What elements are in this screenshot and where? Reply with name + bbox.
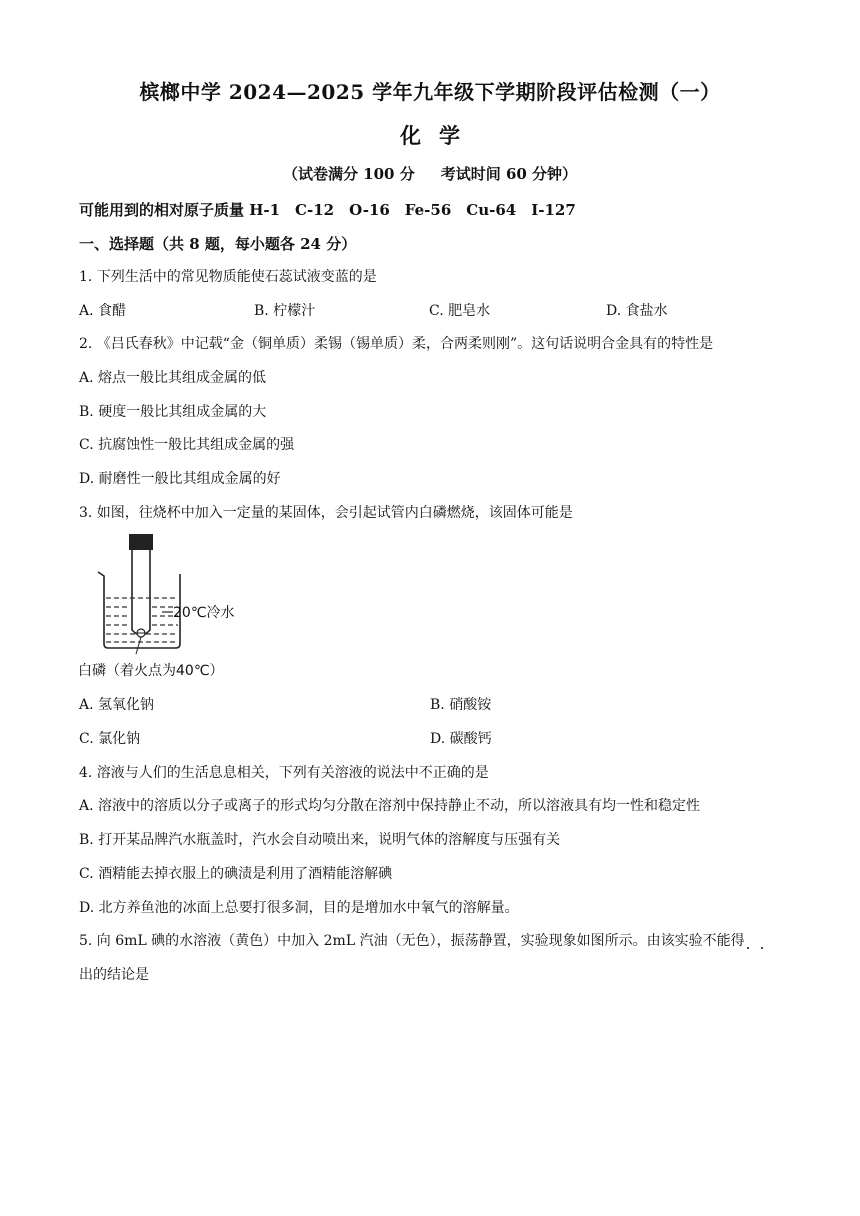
test-tube-stopper [129, 534, 153, 550]
exam-time: 考试时间 60 分钟） [440, 165, 578, 183]
exam-score: （试卷满分 100 分 [282, 165, 415, 183]
question-2-stem: 2. 《吕氏春秋》中记载“金（铜单质）柔锡（锡单质）柔，合两柔则刚”。这句话说明合金具有的特性是 [79, 336, 714, 352]
phosphorus-label: 白磷（着火点为40℃） [78, 663, 224, 679]
q2-option-a: A. 熔点一般比其组成金属的低 [79, 370, 267, 386]
question-4-stem: 4. 溶液与人们的生活息息相关，下列有关溶液的说法中不正确的是 [79, 765, 489, 781]
emphasis-dot [761, 947, 763, 949]
q2-option-b: B. 硬度一般比其组成金属的大 [79, 404, 267, 420]
q2-option-c: C. 抗腐蚀性一般比其组成金属的强 [79, 437, 295, 453]
emphasis-dot [747, 947, 749, 949]
q1-option-b: B. 柠檬汁 [254, 303, 316, 319]
question-3-stem: 3. 如图，往烧杯中加入一定量的某固体，会引起试管内白磷燃烧，该固体可能是 [79, 505, 573, 521]
exam-title: 槟榔中学 2024—2025 学年九年级下学期阶段评估检测（一） [139, 80, 721, 104]
question-5-stem-line2: 出的结论是 [79, 967, 149, 983]
q3-option-b: B. 硝酸铵 [430, 697, 492, 713]
q3-option-c: C. 氯化钠 [79, 731, 141, 747]
q1-option-d: D. 食盐水 [606, 303, 668, 319]
q4-option-d: D. 北方养鱼池的冰面上总要打很多洞，目的是增加水中氧气的溶解量。 [79, 900, 519, 916]
subject-title: 化学 [400, 123, 478, 148]
q1-option-a: A. 食醋 [79, 303, 127, 319]
phosphorus-label-line [136, 637, 141, 654]
atomic-masses: 可能用到的相对原子质量 H-1 C-12 O-16 Fe-56 Cu-64 I-127 [79, 201, 576, 219]
q4-option-a: A. 溶液中的溶质以分子或离子的形式均匀分散在溶剂中保持静止不动，所以溶液具有均一性和稳定性 [79, 798, 701, 814]
exam-meta [0, 163, 860, 184]
question-5-stem-line1: 5. 向 6mL 碘的水溶液（黄色）中加入 2mL 汽油（无色），振荡静置，实验现象如图所示。由该实验不能得 [79, 933, 745, 949]
q2-option-d: D. 耐磨性一般比其组成金属的好 [79, 471, 281, 487]
q1-option-c: C. 肥皂水 [429, 303, 491, 319]
test-tube [132, 550, 150, 635]
q4-option-c: C. 酒精能去掉衣服上的碘渍是利用了酒精能溶解碘 [79, 866, 393, 882]
beaker-figure [76, 532, 266, 682]
q3-option-a: A. 氢氧化钠 [79, 697, 155, 713]
section-heading: 一、选择题（共 8 题，每小题各 24 分） [79, 235, 357, 253]
q4-option-b: B. 打开某品牌汽水瓶盖时，汽水会自动喷出来，说明气体的溶解度与压强有关 [79, 832, 561, 848]
water-label: 20℃冷水 [173, 605, 235, 621]
question-1-stem: 1. 下列生活中的常见物质能使石蕊试液变蓝的是 [79, 269, 377, 285]
q3-option-d: D. 碳酸钙 [430, 731, 492, 747]
